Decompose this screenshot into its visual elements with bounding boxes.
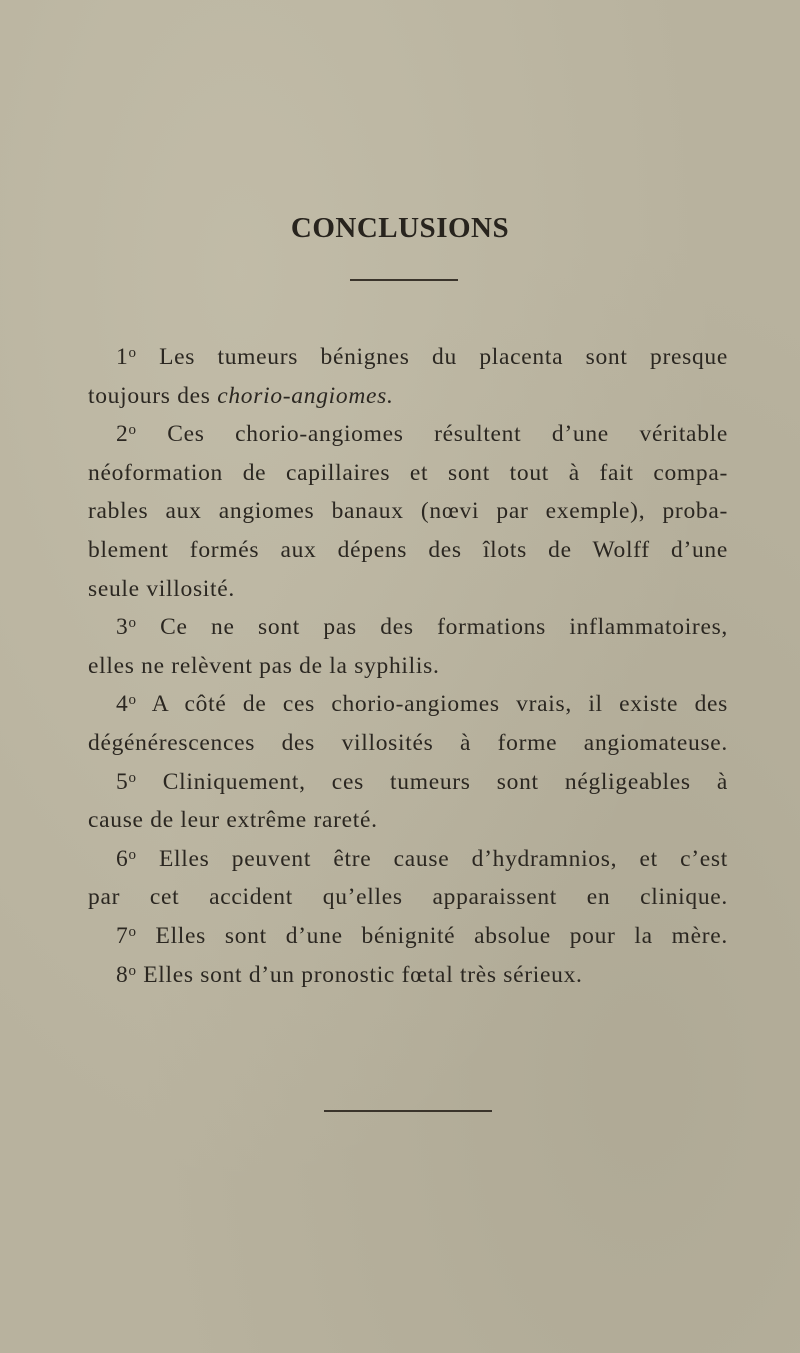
conclusion-6-line-1: 6$^o$ Elles peuvent être cause d’hydramnios, et c’est bbox=[116, 845, 728, 872]
conclusion-4-line-1: 4$^o$ A côté de ces chorio-angiomes vrais, il existe des bbox=[116, 691, 729, 718]
conclusion-8-line-1: 8$^o$ Elles sont d’un pronostic fœtal très sérieux. bbox=[116, 961, 583, 988]
conclusion-2-line-1: 2$^o$ Ces chorio-angiomes résultent d’une véritable bbox=[116, 421, 729, 448]
conclusion-2-line-2: néoformation de capillaires et sont tout à fait compa- bbox=[88, 459, 728, 486]
conclusion-number: 8$^o$ bbox=[116, 961, 137, 988]
conclusion-3-line-2: elles ne relèvent pas de la syphilis. bbox=[88, 652, 440, 679]
conclusion-4-line-2: dégénérescences des villosités à forme angiomateuse. bbox=[88, 729, 728, 756]
conclusion-6-line-2: par cet accident qu’elles apparaissent en clinique. bbox=[88, 884, 728, 911]
conclusion-1-line-2: toujours des chorio-angiomes. bbox=[88, 382, 394, 409]
conclusion-number: 3$^o$ bbox=[116, 614, 137, 641]
conclusion-number: 5$^o$ bbox=[116, 768, 137, 795]
conclusion-2-line-3: rables aux angiomes banaux (nœvi par exemple), proba- bbox=[88, 498, 728, 525]
conclusion-3-line-1: 3$^o$ Ce ne sont pas des formations inflammatoires, bbox=[116, 614, 729, 641]
italic-term: chorio-angiomes. bbox=[217, 382, 394, 409]
conclusion-number: 2$^o$ bbox=[116, 421, 137, 448]
conclusion-7-line-1: 7$^o$ Elles sont d’une bénignité absolue pour la mère. bbox=[116, 922, 728, 949]
conclusions-list bbox=[88, 338, 728, 994]
conclusion-1-line-1: 1$^o$ Les tumeurs bénignes du placenta sont presque bbox=[116, 344, 728, 370]
conclusion-number: 1$^o$ bbox=[116, 344, 137, 370]
page-title: CONCLUSIONS bbox=[290, 212, 510, 244]
conclusion-2-line-5: seule villosité. bbox=[88, 575, 235, 602]
conclusion-5-line-1: 5$^o$ Cliniquement, ces tumeurs sont négligeables à bbox=[116, 768, 728, 795]
conclusion-number: 7$^o$ bbox=[116, 922, 137, 949]
conclusion-2-line-4: blement formés aux dépens des îlots de Wolff d’une bbox=[88, 536, 728, 563]
title-divider bbox=[350, 279, 458, 281]
end-divider bbox=[324, 1110, 492, 1112]
conclusion-number: 4$^o$ bbox=[116, 691, 137, 718]
conclusion-number: 6$^o$ bbox=[116, 845, 137, 872]
conclusion-5-line-2: cause de leur extrême rareté. bbox=[88, 807, 378, 834]
